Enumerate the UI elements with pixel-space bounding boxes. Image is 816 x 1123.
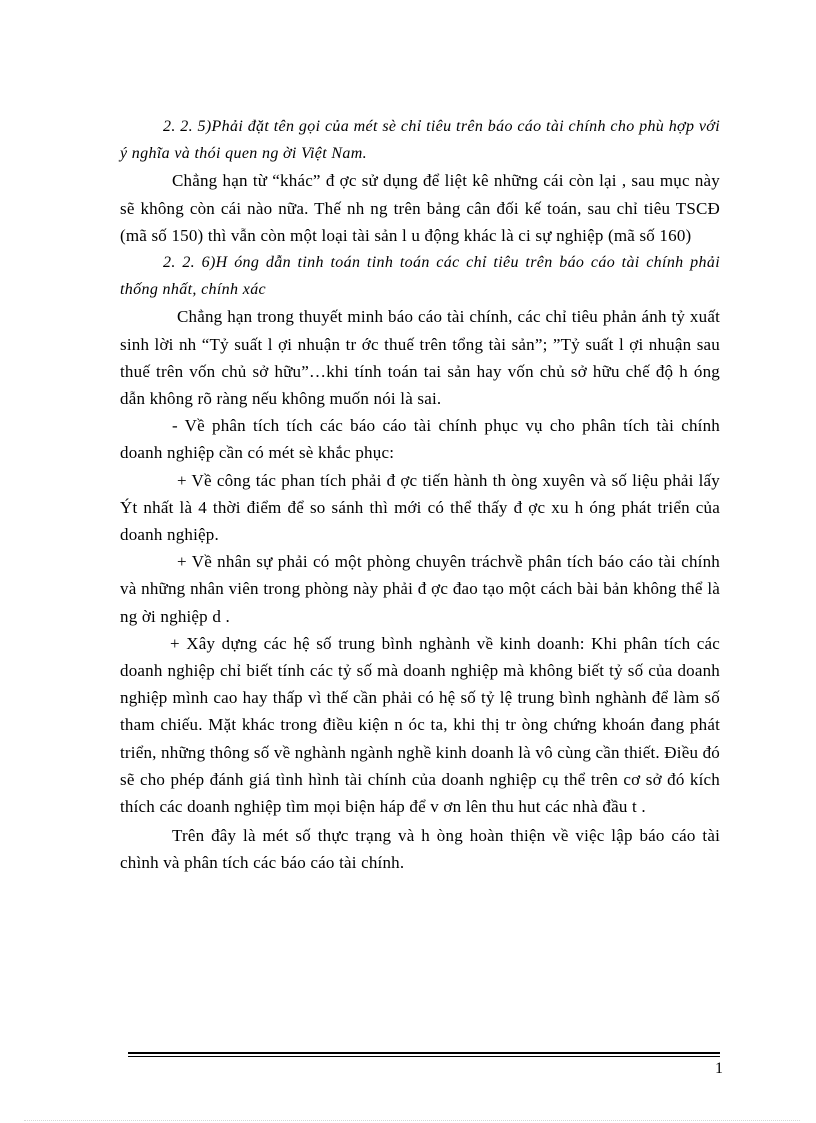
paragraph-personnel: + Về nhân sự phải có một phòng chuyên tráchvề phân tích báo cáo tài chính và những nhân viên trong phòng này phải đ ợc đao tạo một cách bài bản không thể là ng ời nghiệp d . <box>120 552 720 626</box>
page-number: 1 <box>715 1060 723 1077</box>
paragraph-analysis-intro: - Về phân tích tích các báo cáo tài chính phục vụ cho phân tích tài chính doanh nghiệp cần có mét sè khắc phục: <box>120 416 720 463</box>
page-bottom-edge <box>24 1120 800 1121</box>
heading-2-2-6: 2. 2. 6)H óng dẫn tinh toán tinh toán các chỉ tiêu trên báo cáo tài chính phải thống nhất, chính xác <box>120 254 720 299</box>
paragraph-conclusion: Trên đây là mét số thực trạng và h òng hoàn thiện về việc lập báo cáo tài chình và phân tích các báo cáo tài chính. <box>120 826 720 873</box>
footer-rule-thick <box>128 1052 720 1054</box>
paragraph-industry-ratios: + Xây dựng các hệ số trung bình nghành về kinh doanh: Khi phân tích các doanh nghiệp chỉ biết tính các tỷ số mà doanh nghiệp mà không biết tỷ số của doanh nghiệp mình cao hay thấp vì thế cần phải có hệ số tỷ lệ trung bình nghành để làm số tham chiếu. Mặt khác trong điều kiện n óc ta, khi thị tr òng chứng khoán đang phát triển, những thông số về nghành ngành nghề kinh doanh là vô cùng cần thiết. Điều đó sẽ cho phép đánh giá tình hình tài chính của doanh nghiệp cụ thể trên cơ sở đó kích thích các doanh nghiệp tìm mọi biện háp để v ơn lên thu hut các nhà đầu t . <box>120 633 720 817</box>
paragraph-analysis-work: + Về công tác phan tích phải đ ợc tiến hành th òng xuyên và số liệu phải lấy Ýt nhất là 4 thời điểm để so sánh thì mới có thể thấy đ ợc xu h óng phát triển của doanh nghiệp. <box>120 470 720 545</box>
paragraph-example-khac: Chẳng hạn từ “khác” đ ợc sử dụng để liệt kê những cái còn lại , sau mục này sẽ không còn cái nào nữa. Thế nh ng trên bảng cân đối kế toán, sau chỉ tiêu TSCĐ (mã số 150) thì vẫn còn một loại tài sản l u động khác là ci sự nghiệp (mã số 160) <box>120 171 720 245</box>
footer-rule-thin <box>128 1056 720 1057</box>
heading-2-2-5: 2. 2. 5)Phải đặt tên gọi của mét sè chỉ tiêu trên báo cáo tài chính cho phù hợp với ý nghĩa và thói quen ng ời Việt Nam. <box>120 118 720 163</box>
document-body <box>120 113 720 877</box>
paragraph-ratio-example: Chẳng hạn trong thuyết minh báo cáo tài chính, các chỉ tiêu phản ánh tỷ xuất sinh lời nh “Tỷ suất l ợi nhuận tr ớc thuế trên tổng tài sản”; ”Tỷ suất l ợi nhuận sau thuế trên vốn chủ sở hữu”…khi tính toán tai sản hay vốn chủ sở hữu chế độ h óng dẫn không rõ ràng nếu không muốn nói là sai. <box>120 307 720 409</box>
